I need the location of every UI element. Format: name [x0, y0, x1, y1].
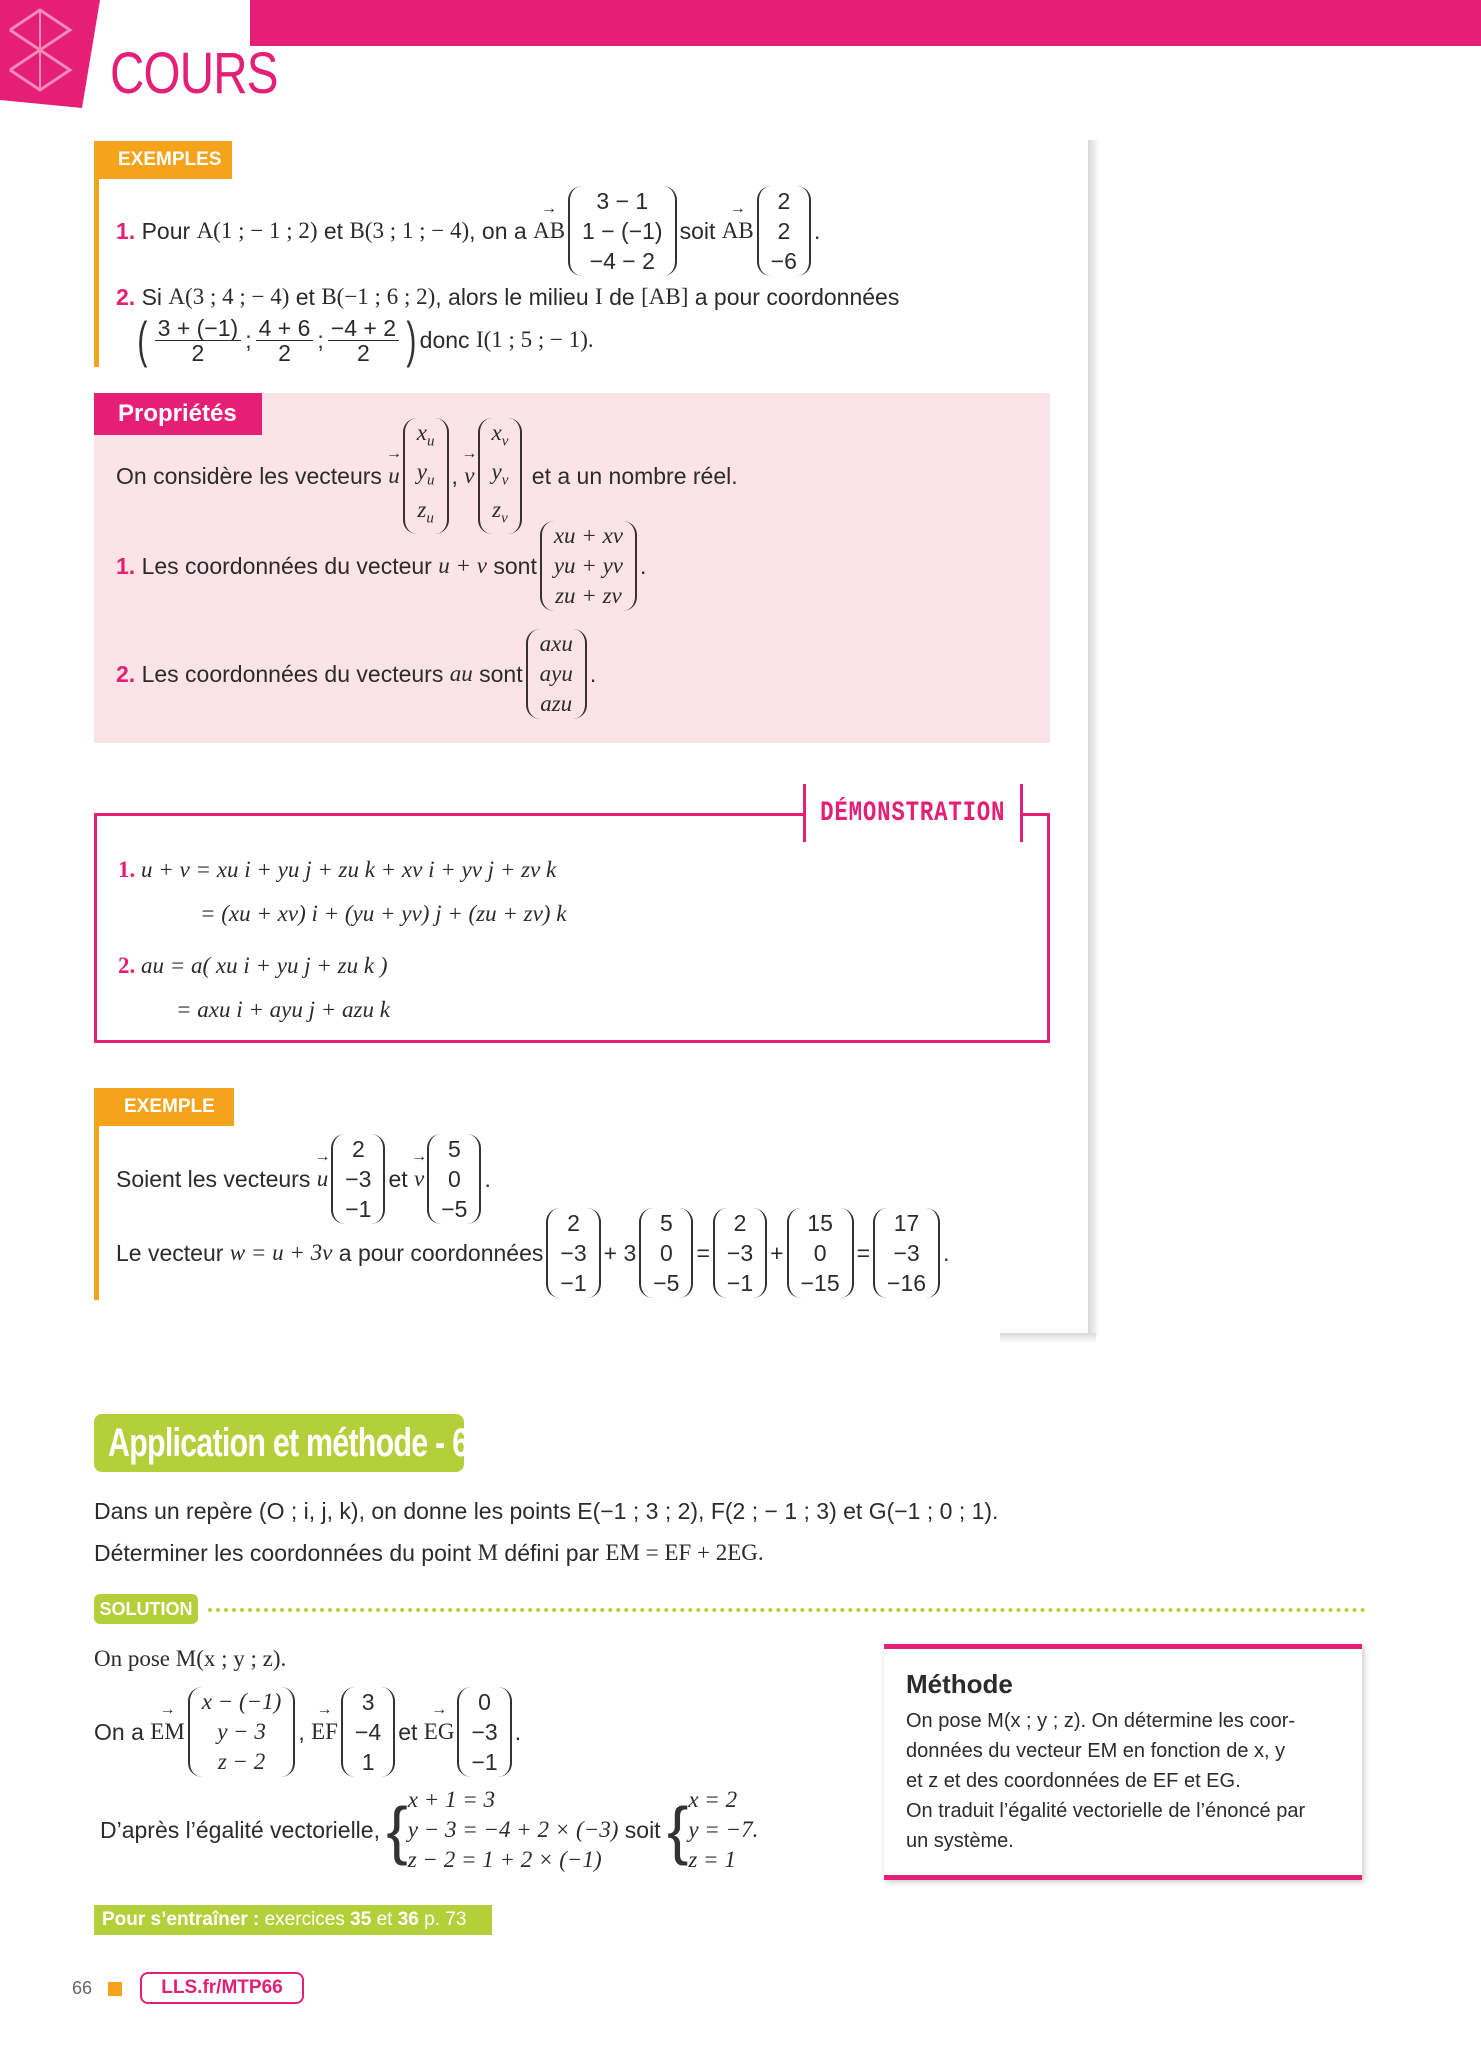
exemple-1-line: 1. Pour A(1 ; − 1 ; 2) et B(3 ; 1 ; − 4) , on a → AB 3 − 1 1 − (−1) −4 − 2 soit → AB 2 2 −6 .	[116, 186, 820, 276]
footer-square-icon	[108, 1982, 122, 1996]
vector-ab: → AB	[533, 218, 565, 244]
propriete-2: 2. Les coordonnées du vecteurs au sont axu ayu azu .	[116, 624, 596, 724]
demonstration-tag: DÉMONSTRATION	[803, 784, 1023, 842]
propriete-1: 1. Les coordonnées du vecteur u + v sont xu + xv yu + yv zu + zv .	[116, 516, 646, 616]
demo-2-line1: 2. au = a( xu i + yu j + zu k )	[118, 953, 388, 978]
methode-title: Méthode	[906, 1669, 1013, 1699]
fraction-x: $\frac{3 + (-1)}{2}$	[155, 316, 242, 365]
exemple-line-2: Le vecteur w = u + 3v a pour coordonnées 2 −3 −1 + 3 5 0 −5 = 2 −3 −1 + 15 0 −15 = 17 −3 −16 .	[116, 1210, 950, 1296]
proprietes-intro: On considère les vecteurs → u $x_u$ $y_u$ $z_u$ , → v $x_v$ $y_v$ $z_v$ et a un nombre réel.	[116, 428, 738, 524]
matrix-c: 2 −3 −1	[713, 1208, 767, 1298]
matrix-scalar: axu ayu azu	[526, 629, 587, 719]
demo-1-line1: 1. u + v = xu i + yu j + zu k + xv i + yv j + zv k	[118, 857, 557, 882]
matrix-e: 17 −3 −16	[873, 1208, 940, 1298]
header-bar	[250, 0, 1481, 46]
matrix-v-components: $x_v$ $y_v$ $z_v$	[478, 418, 523, 534]
solution-dotted-line	[208, 1608, 1366, 1612]
solution-line-1: On pose M(x ; y ; z).	[94, 1646, 287, 1671]
header-pattern-logo	[0, 0, 100, 108]
matrix-a: 2 −3 −1	[546, 1208, 600, 1298]
proprietes-tag: Propriétés	[94, 393, 262, 435]
matrix-ab-result: 2 2 −6	[757, 186, 811, 276]
matrix-eg: 0 −3 −1	[457, 1687, 511, 1777]
exemple-1-number: 1.	[116, 217, 136, 244]
exemple-2-line: 2. Si A(3 ; 4 ; − 4) et B(−1 ; 6 ; 2) , alors le milieu I de [AB] a pour coordonnées	[116, 283, 900, 310]
demo-1-line2: = (xu + xv) i + (yu + yv) j + (zu + zv) k	[200, 901, 567, 926]
matrix-d: 15 0 −15	[787, 1208, 854, 1298]
application-title: Application et méthode - 6	[94, 1414, 464, 1472]
solution-line-2: On a → EM x − (−1) y − 3 z − 2 , → EF 3 −4 1 et → EG 0 −3 −1 .	[94, 1684, 521, 1780]
matrix-u-components: $x_u$ $y_u$ $z_u$	[403, 418, 449, 534]
application-line-1: Dans un repère (O ; i, j, k), on donne les points E(−1 ; 3 ; 2), F(2 ; − 1 ; 3) et G(−1 ; 0 ; 1).	[94, 1498, 999, 1524]
matrix-u: 2 −3 −1	[331, 1134, 385, 1224]
matrix-ab-calc: 3 − 1 1 − (−1) −4 − 2	[568, 186, 677, 276]
matrix-ef: 3 −4 1	[341, 1687, 395, 1777]
card-shadow-bottom	[1000, 1333, 1096, 1343]
footer-link[interactable]: LLS.fr/MTP66	[140, 1972, 304, 2004]
exemple-2-fractions: ( $\frac{3 + (-1)}{2}$ ; $\frac{4 + 6}{2}$ ; $\frac{-4 + 2}{2}$ ) donc I(1 ; 5 ; − 1).	[137, 312, 594, 368]
exemple-tag: EXEMPLE	[94, 1088, 234, 1126]
methode-box: Méthode On pose M(x ; y ; z). On détermine les coor- données du vecteur EM en fonction de x, y et z et des coordonnées de EF et EG. On traduit l’égalité vectorielle de l’énoncé par un système.	[884, 1644, 1362, 1880]
matrix-b: 5 0 −5	[639, 1208, 693, 1298]
fraction-z: $\frac{-4 + 2}{2}$	[328, 316, 399, 365]
solution-tag: SOLUTION	[94, 1594, 198, 1624]
demo-2-line2: = axu i + ayu j + azu k	[176, 997, 390, 1022]
system-1: x + 1 = 3 y − 3 = −4 + 2 × (−3) z − 2 = 1 + 2 × (−1)	[407, 1787, 619, 1872]
matrix-v: 5 0 −5	[427, 1134, 481, 1224]
fraction-y: $\frac{4 + 6}{2}$	[256, 316, 314, 365]
page-number: 66	[72, 1978, 93, 1998]
exemple-line-1: Soient les vecteurs → u 2 −3 −1 et → v 5 0 −5 .	[116, 1134, 491, 1224]
page-title: COURS	[110, 41, 278, 106]
system-2: x = 2 y = −7. z = 1	[688, 1787, 759, 1872]
matrix-em: x − (−1) y − 3 z − 2	[188, 1687, 296, 1777]
exemples-tag: EXEMPLES	[94, 141, 232, 179]
solution-line-3: D’après l’égalité vectorielle, { x + 1 = 3 y − 3 = −4 + 2 × (−3) z − 2 = 1 + 2 × (−1) soit { x = 2 y = −7. z = 1	[100, 1782, 758, 1878]
entrainer-bar[interactable]: Pour s’entraîner : exercices 35 et 36 p. 73	[94, 1905, 492, 1935]
application-line-2: Déterminer les coordonnées du point M défini par EM = EF + 2EG.	[94, 1539, 764, 1566]
card-shadow	[1088, 140, 1100, 1336]
matrix-sum: xu + xv yu + yv zu + zv	[540, 521, 637, 611]
